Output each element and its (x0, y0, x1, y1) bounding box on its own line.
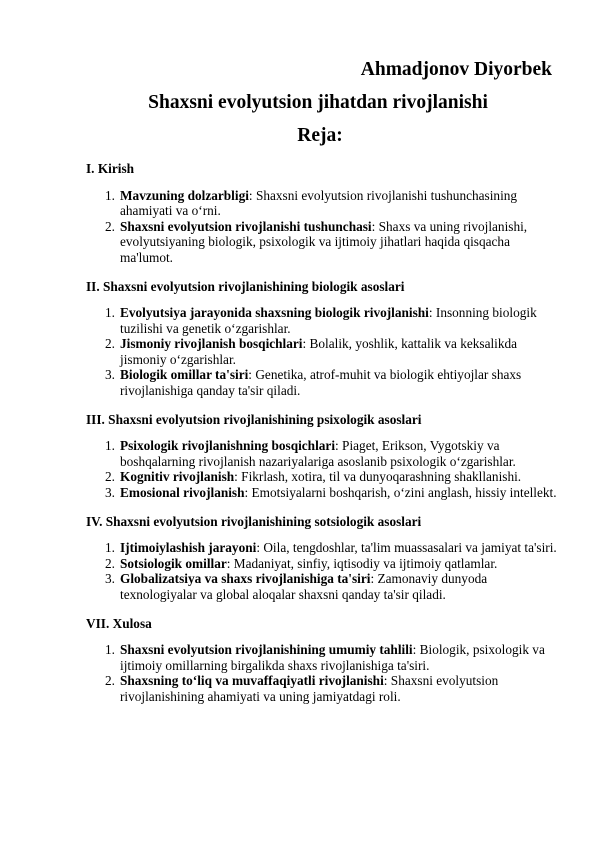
section-conclusion (86, 616, 560, 705)
plan-outline (86, 161, 560, 718)
section-item-list (86, 188, 560, 266)
item-term: Globalizatsiya va shaxs rivojlanishiga ta'siri (120, 571, 371, 586)
section-item-list (86, 540, 560, 602)
item-number: 1. (105, 540, 115, 555)
item-text: : Piaget, Erikson, Vygotskiy va boshqalarning rivojlanish nazariyalariga asoslanib psixologik o‘zgarishlar. (120, 438, 516, 469)
item-text: : Bolalik, yoshlik, kattalik va keksalikda jismoniy o‘zgarishlar. (120, 336, 518, 367)
author-name: Ahmadjonov Diyorbek (360, 59, 552, 80)
plan-heading-line (0, 125, 596, 147)
item-number: 3. (105, 571, 115, 586)
item-text: : Shaxsni evolyutsion rivojlanishining ahamiyati va uning jamiyatdagi roli. (120, 673, 499, 704)
list-item (86, 469, 560, 485)
section-heading: III. Shaxsni evolyutsion rivojlanishining psixologik asoslari (86, 411, 422, 427)
section-item-list (86, 438, 560, 500)
item-text: : Zamonaviy dunyoda texnologiyalar va global aloqalar shaxsni qanday ta'sir qiladi. (120, 571, 488, 602)
item-term: Shaxsni evolyutsion rivojlanishining umumiy tahlili (120, 642, 413, 657)
list-item (86, 438, 560, 469)
item-number: 3. (105, 484, 115, 500)
list-item (86, 305, 560, 336)
item-term: Biologik omillar ta'siri (120, 367, 249, 382)
item-number: 2. (105, 469, 115, 484)
section-item-list (86, 642, 560, 704)
list-item (86, 188, 560, 219)
item-number: 2. (105, 673, 115, 688)
section-heading: II. Shaxsni evolyutsion rivojlanishining biologik asoslari (86, 278, 405, 294)
document-title: Shaxsni evolyutsion jihatdan rivojlanishi (148, 92, 488, 113)
item-text: : Genetika, atrof-muhit va biologik ehtiyojlar shaxs rivojlanishiga qanday ta'sir qiladi. (120, 367, 522, 398)
item-number: 1. (105, 187, 115, 203)
item-term: Ijtimoiylashish jarayoni (120, 540, 257, 555)
item-number: 1. (105, 305, 115, 320)
list-item (86, 540, 560, 556)
item-number: 2. (105, 218, 115, 234)
section-sociological (86, 514, 560, 603)
list-item (86, 485, 560, 501)
section-heading: VII. Xulosa (86, 615, 152, 631)
item-text: : Insonning biologik tuzilishi va genetik o‘zgarishlar. (120, 305, 537, 336)
list-item (86, 367, 560, 398)
item-term: Kognitiv rivojlanish (120, 469, 235, 484)
section-intro (86, 161, 560, 265)
item-text: : Shaxs va uning rivojlanishi, evolyutsiyaning biologik, psixologik va ijtimoiy jihatlari haqida qisqacha ma'lumot. (120, 218, 528, 265)
document-title-line (0, 92, 596, 114)
section-psychological (86, 412, 560, 501)
section-heading: IV. Shaxsni evolyutsion rivojlanishining sotsiologik asoslari (86, 513, 422, 529)
list-item (86, 336, 560, 367)
item-text: : Emotsiyalarni boshqarish, o‘zini anglash, hissiy intellekt. (244, 484, 557, 500)
item-term: Shaxsni evolyutsion rivojlanishi tushunchasi (120, 218, 372, 234)
item-term: Mavzuning dolzarbligi (120, 187, 249, 203)
item-number: 2. (105, 336, 115, 351)
list-item (86, 642, 560, 673)
section-biological (86, 279, 560, 399)
item-term: Psixologik rivojlanishning bosqichlari (120, 438, 336, 453)
list-item (86, 219, 560, 266)
list-item (86, 571, 560, 602)
item-text: : Madaniyat, sinfiy, iqtisodiy va ijtimoiy qatlamlar. (226, 555, 498, 571)
plan-heading: Reja: (297, 125, 343, 146)
item-text: : Shaxsni evolyutsion rivojlanishi tushunchasining ahamiyati va o‘rni. (120, 187, 518, 218)
item-number: 3. (105, 367, 115, 382)
section-heading: I. Kirish (86, 161, 135, 176)
item-term: Emosional rivojlanish (120, 484, 245, 500)
item-term: Sotsiologik omillar (120, 555, 227, 571)
item-number: 2. (105, 555, 115, 571)
item-text: : Fikrlash, xotira, til va dunyoqarashning shakllanishi. (234, 469, 522, 484)
item-term: Shaxsning to‘liq va muvaffaqiyatli rivojlanishi (120, 673, 384, 688)
item-term: Jismoniy rivojlanish bosqichlari (120, 336, 303, 351)
section-item-list (86, 305, 560, 398)
item-text: : Biologik, psixologik va ijtimoiy omillarning birgalikda shaxs rivojlanishiga ta'siri. (120, 642, 545, 673)
item-term: Evolyutsiya jarayonida shaxsning biologik rivojlanishi (120, 305, 429, 320)
list-item (86, 556, 560, 572)
list-item (86, 673, 560, 704)
item-number: 1. (105, 438, 115, 453)
item-number: 1. (105, 642, 115, 657)
item-text: : Oila, tengdoshlar, ta'lim muassasalari va jamiyat ta'siri. (256, 540, 557, 555)
